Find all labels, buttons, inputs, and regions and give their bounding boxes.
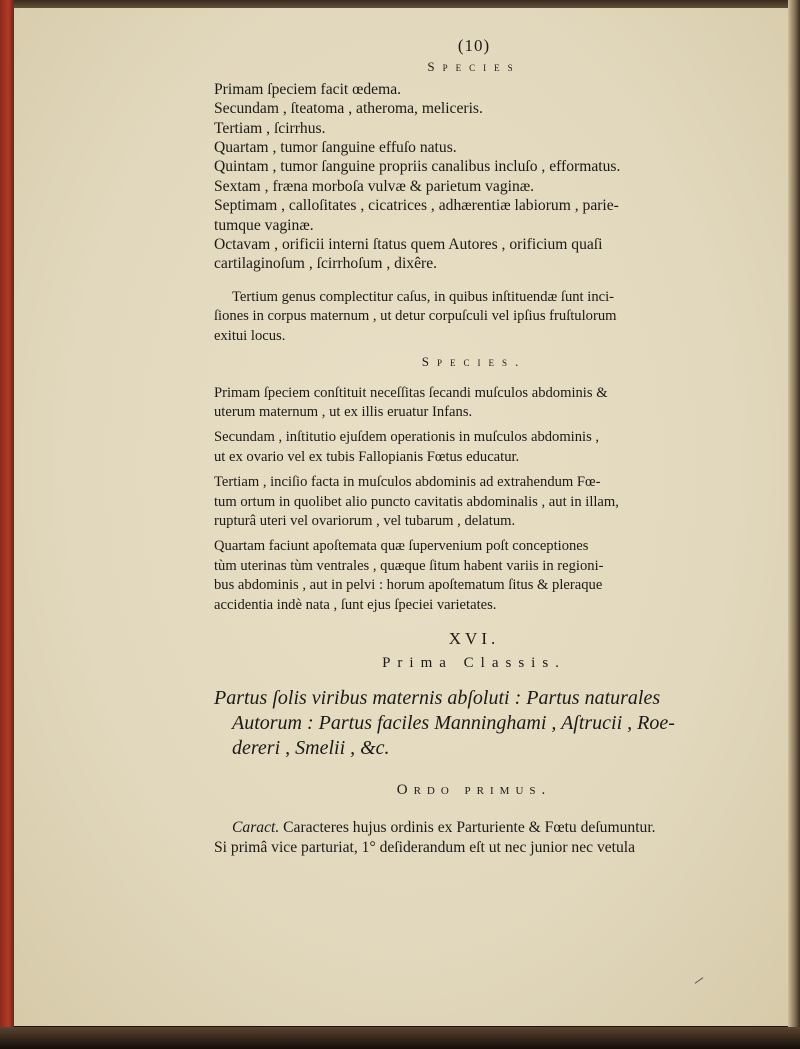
species-line: Quintam , tumor ſanguine propriis canalibus incluſo , efformatus. [214,158,621,176]
page-text [214,36,734,857]
species-line: Primam ſpeciem facit œdema. [214,80,402,98]
tertium-paragraph [214,288,734,346]
species-line: rupturâ uteri vel ovariorum , vel tubarum , delatum. [214,512,516,529]
species-line: Quartam , tumor ſanguine effuſo natus. [214,139,457,157]
book-fore-edge [788,0,800,1049]
species-line: Secundam , ſteatoma , atheroma, meliceris. [214,100,483,118]
pencil-mark [695,977,704,984]
book-page [14,8,788,1026]
book-bottom-edge [0,1027,800,1049]
species-line: accidentia indè nata , ſunt ejus ſpeciei varietates. [214,596,497,613]
species-line: tum ortum in quolibet alio puncto cavitatis abdominalis , aut in illam, [214,493,619,510]
classis-title [214,686,734,761]
ordo-heading: Ordo primus. [396,781,552,798]
species-line: uterum maternum , ut ex illis eruatur Infans. [214,403,473,420]
species-list-2 [214,384,734,615]
species-line: Tertiam , inciſio facta in muſculos abdominis ad extrahendum Fœ- [214,474,601,491]
species-line: Primam ſpeciem conſtituit neceſſitas ſecandi muſculos abdominis & [214,384,608,401]
species-line: tumque vaginæ. [214,216,314,234]
book-spine [0,0,14,1049]
caract-paragraph [214,818,734,857]
species-line: Octavam , orificii interni ſtatus quem Autores , orificium quaſi [214,236,603,254]
page-number: (10) [457,36,491,55]
caract-label: Caract. [232,819,280,837]
paragraph-line: exitui locus. [214,327,286,344]
classis-title-line: Autorum : Partus faciles Manninghami , Aſtrucii , Roe- [232,711,675,734]
species-line: ut ex ovario vel ex tubis Fallopianis Fœtus educatur. [214,448,520,465]
species-list-1 [214,80,734,274]
species-line: Secundam , inſtitutio ejuſdem operationis in muſculos abdominis , [214,429,600,446]
species-line: Tertiam , ſcirrhus. [214,119,326,137]
classis-title-line: Partus ſolis viribus maternis abſoluti : Partus naturales [214,686,661,709]
species-line: bus abdominis , aut in pelvi : horum apoſtematum ſitus & pleraque [214,577,603,594]
species-line: tùm uterinas tùm ventrales , quæque ſitum habent variis in regioni- [214,557,604,574]
caract-line: Si primâ vice parturiat, 1° deſiderandum eſt ut nec junior nec vetula [214,838,636,856]
species-line: Quartam faciunt apoſtemata quæ ſupervenium poſt conceptiones [214,538,589,555]
caract-text: Caracteres hujus ordinis ex Parturiente & Fœtu deſumuntur. [279,819,656,837]
species-heading-2: Species. [421,354,527,370]
classis-title-line: dereri , Smelii , &c. [232,736,390,759]
paragraph-line: ſiones in corpus maternum , ut detur corpuſculi vel ipſius fruſtulorum [214,308,617,325]
classis-heading: Prima Classis. [382,655,566,672]
species-line: cartilaginoſum , ſcirrhoſum , dixêre. [214,255,438,273]
paragraph-line: Tertium genus complectitur caſus, in quibus inſtituendæ ſunt inci- [232,288,615,305]
species-line: Sextam , fræna morboſa vulvæ & parietum vaginæ. [214,177,535,195]
species-heading-1: Species [427,59,521,75]
section-number: XVI. [448,628,500,648]
species-line: Septimam , calloſitates , cicatrices , adhærentiæ labiorum , parie- [214,197,619,215]
